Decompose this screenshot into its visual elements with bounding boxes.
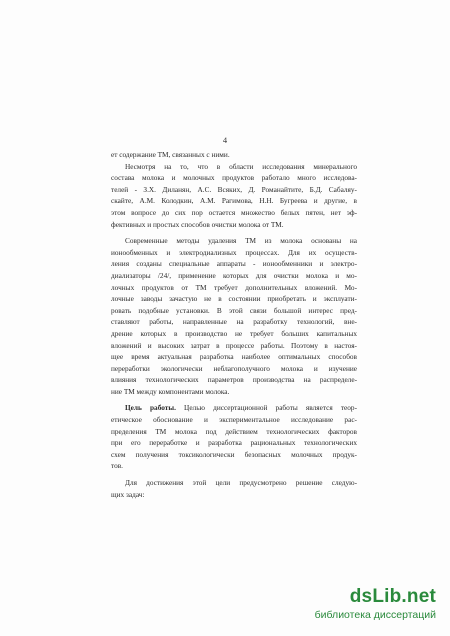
text-line: влияния технологических параметров производства на распределе- xyxy=(111,375,357,385)
text-line: пределения ТМ молока под действием технологических факторов xyxy=(111,426,357,436)
text-line: Несмотря на то, что в области исследования минерального xyxy=(125,161,357,171)
text-line: схем получения токсикологически безопасных молочных продук- xyxy=(111,449,357,459)
paragraph-work-goal xyxy=(111,402,357,472)
text-line: скайте, А.М. Колодкин, А.М. Рагимова, Н.Н. Бугреева и другие, в xyxy=(111,196,357,206)
paragraph-continuation: ет содержание ТМ, связанных с ними. xyxy=(111,150,230,159)
work-goal-text: Целью диссертационной работы является теор- xyxy=(175,403,358,413)
page-number: 4 xyxy=(222,135,228,145)
dslib-watermark xyxy=(261,586,436,624)
text-line: ние ТМ между компонентами молока. xyxy=(111,386,230,396)
text-line: лочных продуктов от ТМ требует дополнительных вложений. Мо- xyxy=(111,282,357,292)
work-goal-heading: Цель работы. xyxy=(125,403,176,413)
text-line: щих задач: xyxy=(111,489,145,499)
dslib-tagline: библиотека диссертаций xyxy=(314,609,436,621)
text-line: при его переработке и разработка рациональных технологических xyxy=(111,438,357,448)
text-line: тов. xyxy=(111,461,124,471)
text-line: лочные заводы зачастую не в состоянии приобретать и эксплуати- xyxy=(111,294,357,304)
text-line: Современные методы удаления ТМ из молока основаны на xyxy=(125,236,357,246)
text-line: дрение которых в производство не требует больших капитальных xyxy=(111,328,357,338)
text-line: фективных и простых способов очистки молока от ТМ. xyxy=(111,219,284,229)
text-line: ровать подобные установки. В этой связи большой интерес пред- xyxy=(111,305,357,315)
text-line: этом вопросе до сих пор остается множество белых пятен, нет эф- xyxy=(111,207,357,217)
text-line: ионообменных и электродиализных процессах. Для их осуществ- xyxy=(111,247,357,257)
text-line: состава молока и молочных продуктов работало много исследова- xyxy=(111,173,357,183)
text-line: переработки экологически неблагополучного молока и изучение xyxy=(111,363,357,373)
text-line: етическое обоснование и экспериментальное исследование рас- xyxy=(111,415,357,425)
text-line: телей - З.Х. Диланян, А.С. Всяких, Д. Романайтите, Б.Д. Сабаляу- xyxy=(111,184,357,194)
text-line: вложений и высоких затрат в процессе работы. Поэтому в настоя- xyxy=(111,340,357,350)
text-line: Для достижения этой цели предусмотрено решение следую- xyxy=(125,478,357,488)
dslib-logo: dsLib.net xyxy=(349,586,436,607)
paragraph-modern-methods xyxy=(111,235,357,397)
text-line: ставляют работы, направленные на разработку технологий, вне- xyxy=(111,317,357,327)
body-text xyxy=(111,149,357,500)
paragraph-research-authors xyxy=(111,161,357,231)
paragraph-tasks-intro xyxy=(111,477,357,500)
text-line: ления созданы специальные аппараты - ионообменники и электро- xyxy=(111,259,357,269)
text-line xyxy=(111,402,357,414)
text-line: щее время актуальная разработка наиболее оптимальных способов xyxy=(111,352,357,362)
text-line: диализаторы /24/, применение которых для очистки молока и мо- xyxy=(111,270,357,280)
